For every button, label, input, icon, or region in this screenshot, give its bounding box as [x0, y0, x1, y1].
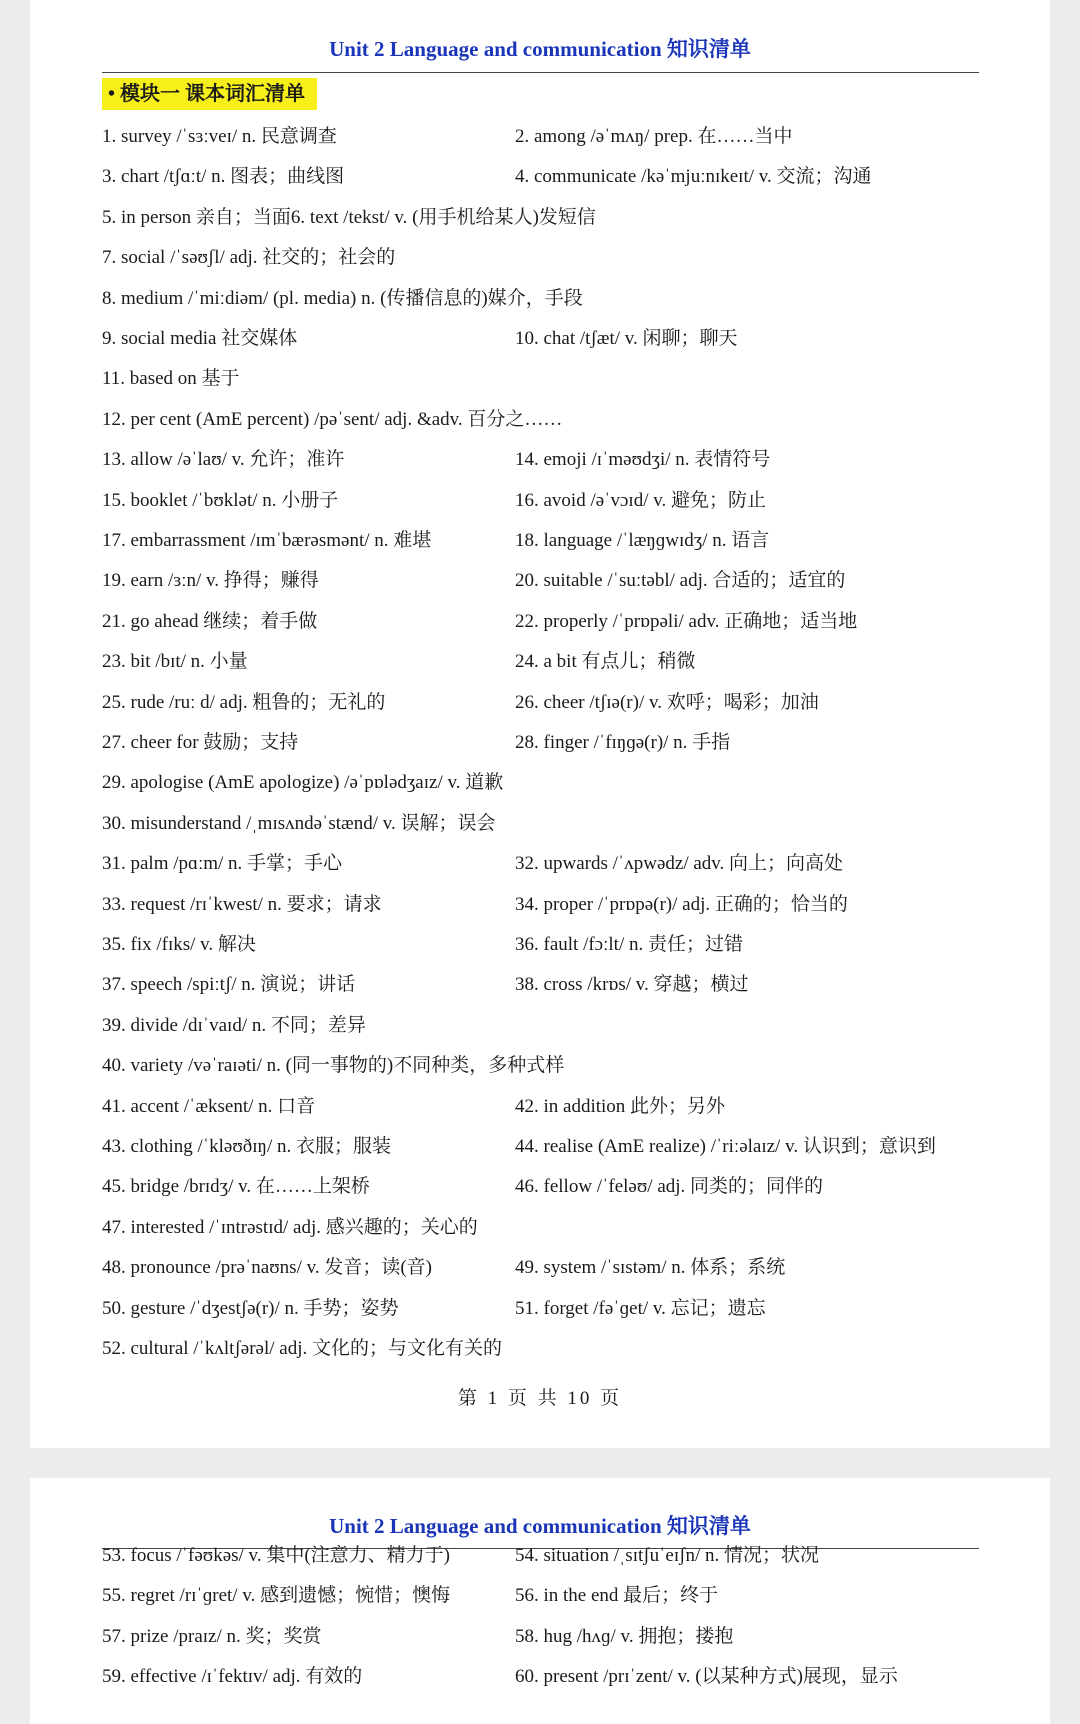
vocabulary-entry: 48. pronounce /prəˈnaʊns/ v. 发音；读(音) [102, 1257, 433, 1279]
vocabulary-entry: 35. fix /fɪks/ v. 解决 [102, 934, 256, 955]
vocabulary-entry: 10. chat /tʃæt/ v. 闲聊；聊天 [515, 328, 738, 349]
vocabulary-entry: 7. social /ˈsəʊʃl/ adj. 社交的；社会的 [102, 247, 396, 269]
vocabulary-entry: 25. rude /ruː d/ adj. 粗鲁的；无礼的 [102, 691, 386, 713]
vocabulary-entry: 41. accent /ˈæksent/ n. 口音 [102, 1095, 316, 1117]
vocabulary-entry: 22. properly /ˈprɒpəli/ adv. 正确地；适当地 [515, 610, 858, 632]
vocabulary-entry: 36. fault /fɔːlt/ n. 责任；过错 [515, 934, 743, 955]
vocabulary-entry: 3. chart /tʃɑːt/ n. 图表；曲线图 [102, 166, 345, 188]
vocabulary-entry: 39. divide /dɪˈvaɪd/ n. 不同；差异 [102, 1014, 366, 1036]
vocabulary-entry: 54. situation /ˌsɪtʃuˈeɪʃn/ n. 情况；状况 [515, 1545, 819, 1566]
vocabulary-entry: 47. interested /ˈɪntrəstɪd/ adj. 感兴趣的；关心的 [102, 1216, 478, 1238]
vocabulary-entry: 12. per cent (AmE percent) /pəˈsent/ adj. &adv. 百分之…… [102, 408, 563, 430]
vocabulary-entry: 9. social media 社交媒体 [102, 328, 298, 349]
vocabulary-entry: 55. regret /rɪˈɡret/ v. 感到遗憾；惋惜；懊悔 [102, 1585, 451, 1607]
vocabulary-entry: 31. palm /pɑːm/ n. 手掌；手心 [102, 853, 343, 875]
vocabulary-entry: 40. variety /vəˈraɪəti/ n. (同一事物的)不同种类，多种式样 [102, 1055, 565, 1077]
vocabulary-entry: 58. hug /hʌɡ/ v. 拥抱；搂抱 [515, 1625, 734, 1647]
vocabulary-entry: 49. system /ˈsɪstəm/ n. 体系；系统 [515, 1257, 786, 1279]
vocabulary-entry: 56. in the end 最后；终于 [515, 1585, 719, 1607]
vocabulary-entry: 4. communicate /kəˈmjuːnɪkeɪt/ v. 交流；沟通 [515, 166, 872, 188]
section-label-highlight: • 模块一 课本词汇清单 [102, 78, 317, 110]
vocabulary-entry: 46. fellow /ˈfeləʊ/ adj. 同类的；同伴的 [515, 1176, 824, 1198]
vocabulary-entry: 18. language /ˈlæŋɡwɪdʒ/ n. 语言 [515, 530, 770, 551]
vocabulary-entry: 5. in person 亲自；当面6. text /tekst/ v. (用手机给某人)发短信 [102, 206, 596, 228]
vocabulary-entry: 50. gesture /ˈdʒestʃə(r)/ n. 手势；姿势 [102, 1297, 399, 1319]
vocabulary-entry: 37. speech /spiːtʃ/ n. 演说；讲话 [102, 974, 356, 996]
vocabulary-entry: 2. among /əˈmʌŋ/ prep. 在……当中 [515, 126, 793, 147]
vocabulary-entry: 17. embarrassment /ɪmˈbærəsmənt/ n. 难堪 [102, 530, 432, 551]
vocabulary-entry: 29. apologise (AmE apologize) /əˈpɒlədʒaɪz/ v. 道歉 [102, 772, 504, 794]
vocabulary-entry: 20. suitable /ˈsuːtəbl/ adj. 合适的；适宜的 [515, 570, 846, 592]
vocabulary-entry: 45. bridge /brɪdʒ/ v. 在……上架桥 [102, 1176, 370, 1198]
header-divider [102, 72, 979, 73]
vocabulary-entry: 33. request /rɪˈkwest/ n. 要求；请求 [102, 893, 382, 915]
vocabulary-entry: 60. present /prɪˈzent/ v. (以某种方式)展现，显示 [515, 1665, 898, 1687]
vocabulary-entry: 19. earn /ɜːn/ v. 挣得；赚得 [102, 570, 319, 592]
vocabulary-entry: 13. allow /əˈlaʊ/ v. 允许；准许 [102, 449, 345, 471]
vocabulary-entry: 23. bit /bɪt/ n. 小量 [102, 651, 248, 673]
vocabulary-entry: 15. booklet /ˈbʊklət/ n. 小册子 [102, 489, 339, 511]
vocabulary-entry: 16. avoid /əˈvɔɪd/ v. 避免；防止 [515, 489, 767, 511]
vocabulary-entry: 11. based on 基于 [102, 368, 240, 390]
vocabulary-entry: 53. focus /ˈfəʊkəs/ v. 集中(注意力、精力于) [102, 1545, 450, 1566]
vocabulary-entry: 24. a bit 有点儿；稍微 [515, 651, 696, 673]
vocabulary-entry: 1. survey /ˈsɜːveɪ/ n. 民意调查 [102, 126, 337, 147]
document-page-1 [30, 0, 1050, 1448]
vocabulary-entry: 43. clothing /ˈkləʊðɪŋ/ n. 衣服；服装 [102, 1136, 391, 1157]
vocabulary-entry: 26. cheer /tʃɪə(r)/ v. 欢呼；喝彩；加油 [515, 691, 819, 713]
vocabulary-entry: 38. cross /krɒs/ v. 穿越；横过 [515, 974, 749, 996]
vocabulary-entry: 30. misunderstand /ˌmɪsʌndəˈstænd/ v. 误解；误会 [102, 812, 496, 834]
vocabulary-entry: 32. upwards /ˈʌpwədz/ adv. 向上；向高处 [515, 853, 844, 875]
vocabulary-entry: 51. forget /fəˈɡet/ v. 忘记；遗忘 [515, 1297, 766, 1319]
vocabulary-entry: 27. cheer for 鼓励；支持 [102, 732, 299, 753]
vocabulary-entry: 8. medium /ˈmiːdiəm/ (pl. media) n. (传播信息的)媒介，手段 [102, 287, 583, 309]
document-page-2 [30, 1478, 1050, 1724]
vocabulary-entry: 59. effective /ɪˈfektɪv/ adj. 有效的 [102, 1665, 363, 1687]
vocabulary-entry: 34. proper /ˈprɒpə(r)/ adj. 正确的；恰当的 [515, 893, 848, 915]
vocabulary-entry: 21. go ahead 继续；着手做 [102, 610, 318, 632]
vocabulary-entry: 28. finger /ˈfɪŋɡə(r)/ n. 手指 [515, 732, 731, 753]
vocabulary-entry: 14. emoji /ɪˈməʊdʒi/ n. 表情符号 [515, 449, 771, 471]
vocabulary-entry: 52. cultural /ˈkʌltʃərəl/ adj. 文化的；与文化有关的 [102, 1338, 502, 1359]
page-header-title: Unit 2 Language and communication 知识清单 [329, 37, 751, 61]
vocabulary-entry: 42. in addition 此外；另外 [515, 1095, 726, 1117]
page-header-title: Unit 2 Language and communication 知识清单 [329, 1514, 751, 1538]
page-number-footer: 第 1 页 共 10 页 [457, 1388, 623, 1409]
vocabulary-entry: 44. realise (AmE realize) /ˈriːəlaɪz/ v. 认识到；意识到 [515, 1136, 936, 1157]
vocabulary-entry: 57. prize /praɪz/ n. 奖；奖赏 [102, 1625, 322, 1647]
